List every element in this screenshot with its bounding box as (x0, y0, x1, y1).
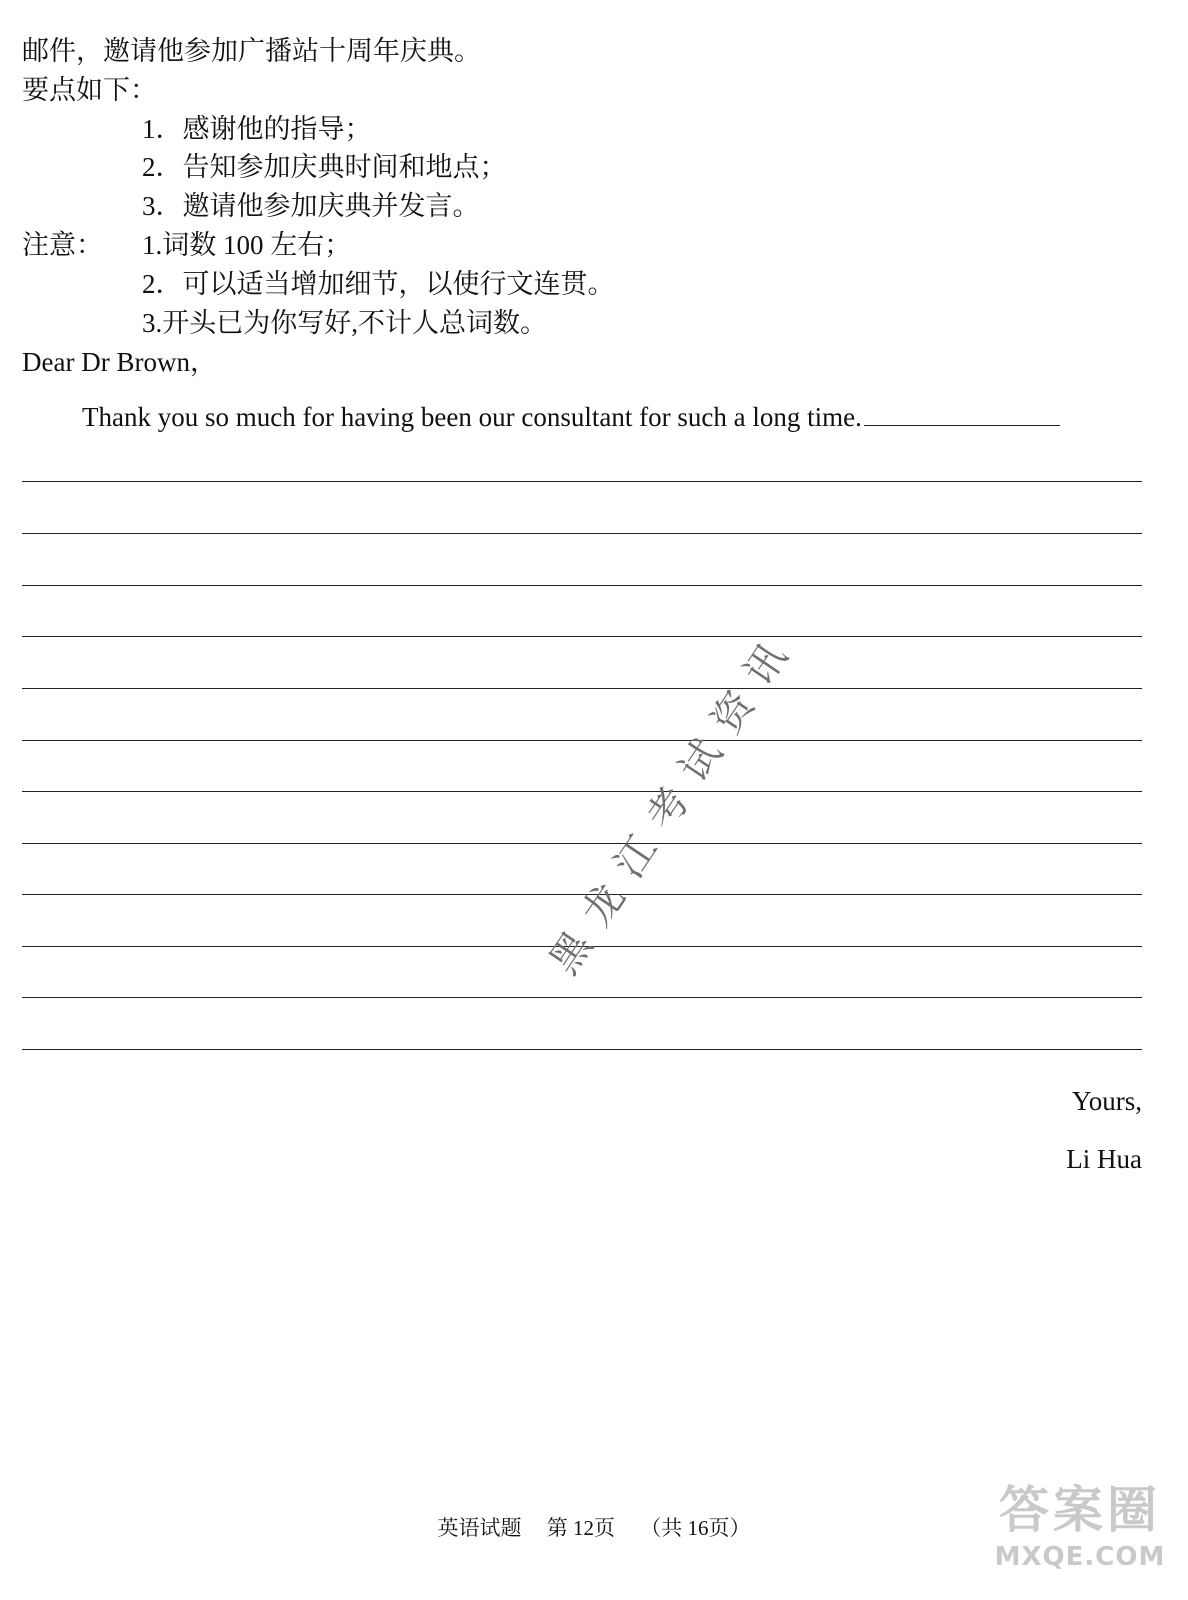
closing: Yours, (1071, 1086, 1142, 1116)
note-2: 2．可以适当增加细节，以使行文连贯。 (142, 269, 615, 299)
logo-bottom: MXQE.COM (994, 1542, 1166, 1572)
watermark: 黑龙江考试资讯 (541, 620, 807, 983)
opening-line (82, 400, 1060, 434)
opening-sentence: Thank you so much for having been our consultant for such a long time. (82, 402, 862, 432)
note-3: 3.开头已为你写好,不计人总词数。 (142, 308, 547, 338)
writing-line-12[interactable] (22, 1049, 1142, 1050)
intro-line-2: 要点如下： (22, 75, 157, 105)
point-3: 3．邀请他参加庆典并发言。 (142, 191, 480, 221)
writing-line-1[interactable] (22, 481, 1142, 482)
answer-blank[interactable] (864, 425, 1060, 426)
note-1: 1.词数 100 左右； (142, 230, 352, 260)
writing-line-3[interactable] (22, 585, 1142, 586)
intro-line-1: 邮件，邀请他参加广播站十周年庆典。 (22, 36, 481, 66)
writing-line-4[interactable] (22, 636, 1142, 637)
footer-subject: 英语试题 (437, 1516, 522, 1540)
writing-line-5[interactable] (22, 688, 1142, 689)
logo-top: 答案圈 (999, 1481, 1161, 1539)
footer-page: 第 12页 (546, 1516, 615, 1540)
signature: Li Hua (1066, 1144, 1142, 1174)
point-1: 1．感谢他的指导； (142, 114, 372, 144)
writing-line-11[interactable] (22, 997, 1142, 998)
site-logo (985, 1480, 1175, 1585)
footer-total: （共 16页） (640, 1516, 751, 1540)
notes-label: 注意： (22, 230, 103, 260)
writing-line-6[interactable] (22, 740, 1142, 741)
writing-line-8[interactable] (22, 843, 1142, 844)
salutation: Dear Dr Brown， (22, 347, 217, 377)
point-2: 2．告知参加庆典时间和地点； (142, 152, 507, 182)
writing-line-2[interactable] (22, 533, 1142, 534)
writing-line-7[interactable] (22, 791, 1142, 792)
